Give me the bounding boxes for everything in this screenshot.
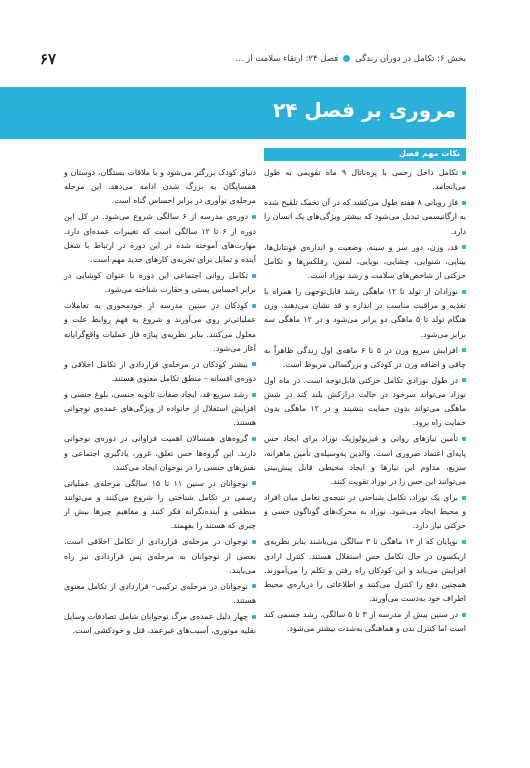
paragraph: افزایش سریع وزن در ۵ تا ۶ ماهه‌ی اول زندگی ظاهراً به چاقی و اضافه وزن در کودکی و بزرگسالی مربوط است.	[264, 344, 466, 372]
section-heading-bar	[264, 148, 466, 161]
running-head-section: بخش ۶: تکامل در دوران زندگی	[355, 54, 466, 64]
paragraph: نوپایان که از ۱۲ ماهگی تا ۳ سالگی می‌باشند بنابر نظریه‌ی اریکسون در حال تکامل حس استقلال هستند. کنترل ارادی افزایش می‌یابد و این کودکان راه رفتن و تکلم را می‌آموزند. همچنین دفع را کنترل می‌کنند و اطلاعاتی را درباره‌ی محیط اطراف خود به‌دست می‌آورند.	[264, 535, 466, 606]
paragraph: رشد سریع قد، ایجاد صفات ثانویه جنسی، بلوغ جنسی و افزایش استقلال از خانواده از ویژگی‌های عمده‌ی نوجوانی هستند.	[64, 388, 256, 431]
chapter-title: مروری بر فصل ۲۴	[272, 98, 456, 122]
paragraph: در طول نوزادی تکامل حرکتی قابل‌توجه است. در ماه اول نوزاد می‌تواند سرخود در حالت درازکش بلند کند در شش ماهگی می‌تواند بدون حمایت بنشیند و در ۱۲ ماهگی بدون حمایت راه برود.	[264, 374, 466, 431]
paragraph: تأمین نیازهای روانی و فیزیولوژیک نوزاد برای ایجاد حس پایه‌ای اعتماد ضروری است. والدین به‌وسیله‌ی تأمین ماهرانه، سریع، مداوم این نیازها و ایجاد محیطی قابل پیش‌بینی می‌توانند این حس را در نوزاد تقویت کنند.	[264, 432, 466, 489]
running-head-chapter: فصل ۲۴: ارتقاء سلامت از ...	[235, 54, 339, 64]
paragraph: دنیای کودک بزرگتر می‌شود و با ملاقات بستگان، دوستان و همسایگان به بزرگ شدن ادامه می‌دهد. این مرحله مرحله‌ی نوآوری در برابر احساس گناه است.	[64, 168, 256, 206]
paragraph: برای یک نوزاد، تکامل شناختی در نتیجه‌ی تعامل میان افراد و محیط ایجاد می‌شود. نوزاد به محرک‌های گوناگون حسی و حرکتی نیاز دارد.	[264, 491, 466, 534]
paragraph: کودکان در سنین مدرسه از خودمحوری به تعاملات عملیاتی‌تر روی می‌آورند و شروع به فهم روابط علت و معلول می‌کنند. بنابر نظریه‌ی پیاژه فاز عملیات واقع‌گرایانه آغاز می‌شود.	[64, 299, 256, 356]
left-column	[64, 166, 256, 640]
paragraph: فاز رویانی ۸ هفته طول می‌کشد که در آن تخمک تلقیح شده به ارگانیسمی تبدیل می‌شود که بیشتر ویژگی‌های یک انسان را دارد.	[264, 196, 466, 239]
paragraph: دوره‌ی مدرسه از ۶ سالگی شروع می‌شود. در کل این دوره از ۶ تا ۱۲ سالگی است که تغییرات عمده‌ای دارد. مهارت‌های آموخته شده در این دوره در ارتباط با شغل آینده و تمایل برای تجربه‌ی کارهای جدید مهم است.	[64, 210, 256, 267]
separator-dot-icon	[343, 55, 350, 62]
paragraph: قد، وزن، دور سر و سینه، وضعیت و اندازه‌ی فونتانل‌ها، بینایی، شنوایی، چشایی، بویایی، لمس، رفلکس‌ها و تکامل حرکتی از شاخص‌های سلامت و رشد نوزاد است.	[264, 241, 466, 284]
paragraph: نوجوانان در مرحله‌ی ترکیبی– قراردادی از تکامل معنوی هستند.	[64, 580, 256, 608]
paragraph: تکامل داخل رحمی یا پره‌ناتال ۹ ماه تقویمی به طول می‌انجامد.	[264, 166, 466, 194]
paragraph: نوجوانان در سنین ۱۱ تا ۱۵ سالگی مرحله‌ی عملیاتی رسمی در تکامل شناختی را شروع می‌کنند و می‌توانند منطقی و آینده‌نگرانه فکر کنند و مفاهیم چیزها بیش از چیزی که هستند را بفهمند.	[64, 477, 256, 534]
page-number: ۶۷	[40, 51, 57, 68]
paragraph: تکامل روانی اجتماعی این دوره با عنوان کوشایی در برابر احساس پستی و حقارت شناخته می‌شود.	[64, 269, 256, 297]
running-head	[235, 54, 466, 64]
right-column	[264, 166, 466, 638]
paragraph: نوزادان از تولد تا ۱۲ ماهگی رشد قابل‌توجهی را همراه با تغذیه و مراقبت مناسب در اندازه و قد نشان می‌دهند. وزن هنگام تولد تا ۵ ماهگی دو برابر می‌شود و در ۱۲ ماهگی سه برابر می‌شود.	[264, 285, 466, 342]
paragraph: بیشتر کودکان در مرحله‌ی قراردادی از تکامل اخلاقی و دوره‌ی افسانه – منطق تکامل معنوی هستند.	[64, 358, 256, 386]
paragraph: نوجوان در مرحله‌ی قراردادی از تکامل اخلاقی است. بعضی از نوجوانان به مرحله‌ی پس قراردادی نیز راه می‌یابند.	[64, 535, 256, 578]
paragraph: چهار دلیل عمده‌ی مرگ نوجوانان شامل تصادفات وسایل نقلیه موتوری، آسیب‌های غیرعمد، قتل و خودکشی است.	[64, 610, 256, 638]
page-header	[40, 51, 466, 72]
paragraph: در سنین پیش از مدرسه از ۳ تا ۵ سالگی، رشد جسمی کند است اما کنترل بدن و هماهنگی به‌شدت بیشتر می‌شود.	[264, 608, 466, 636]
section-heading: نکات مهم فصل	[398, 149, 460, 158]
title-band	[0, 87, 466, 139]
paragraph: گروه‌های همسالان اهمیت فراوانی در دوره‌ی نوجوانی دارند. این گروه‌ها حس تعلق، غرور، یادگیری اجتماعی و نقش‌های جنسی را در نوجوان ایجاد می‌کنند.	[64, 432, 256, 475]
